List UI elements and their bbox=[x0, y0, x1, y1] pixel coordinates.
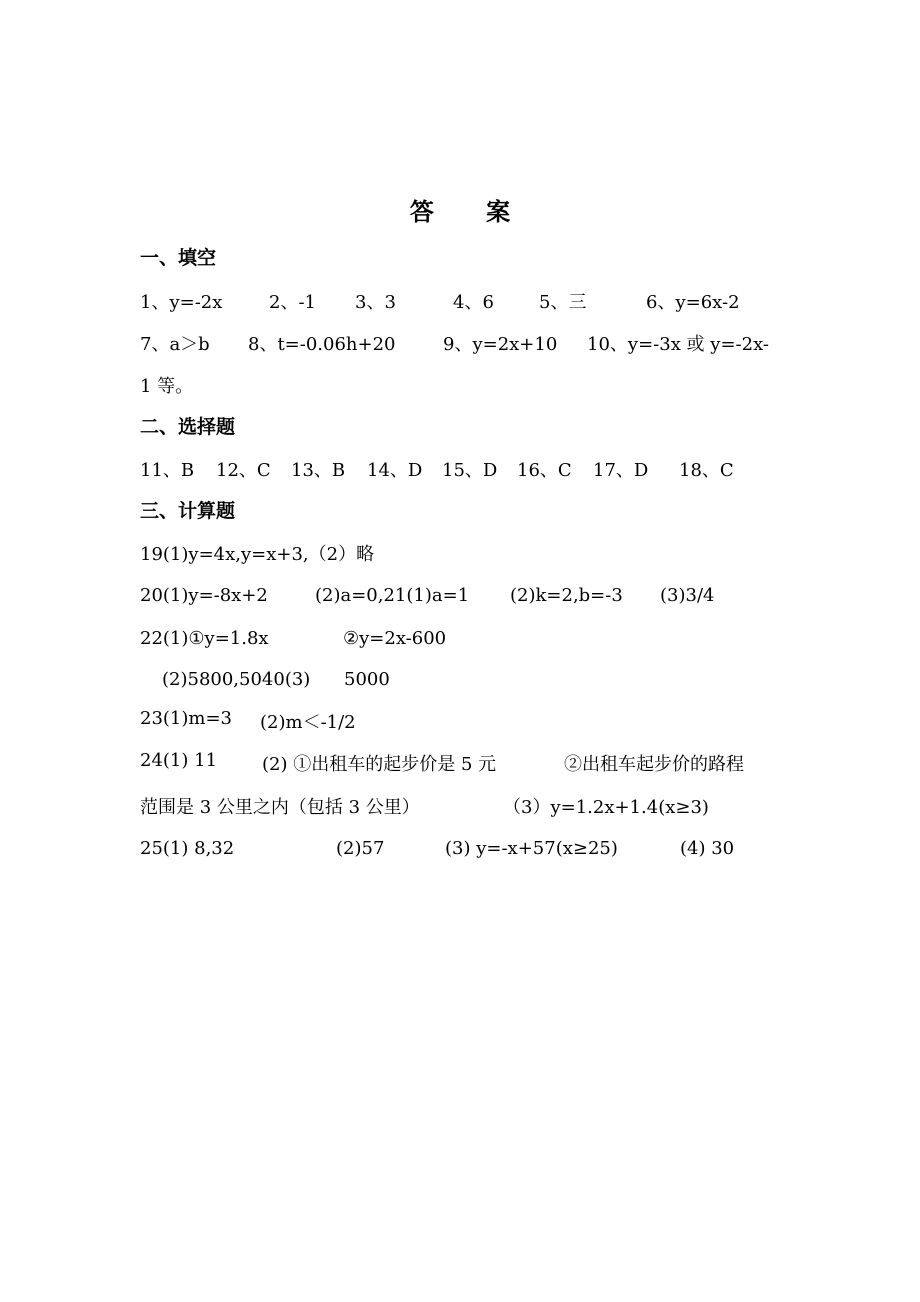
calc-answer-21-part-3: (3)3/4 bbox=[660, 585, 715, 606]
fill-answer-8: 8、t=-0.06h+20 bbox=[248, 334, 396, 355]
calc-answer-22-part-1: 22(1)①y=1.8x bbox=[140, 628, 269, 649]
calc-answer-24-part-4: 范围是 3 公里之内（包括 3 公里） bbox=[140, 797, 420, 818]
fill-answer-10: 10、y=-3x 或 y=-2x- bbox=[587, 334, 769, 355]
fill-answer-5: 5、三 bbox=[539, 292, 587, 313]
calc-answer-24-part-3: ②出租车起步价的路程 bbox=[564, 754, 744, 775]
calc-answer-20-part-1: 20(1)y=-8x+2 bbox=[140, 585, 268, 606]
fill-answer-3: 3、3 bbox=[355, 292, 396, 313]
choice-answer-17: 17、D bbox=[593, 460, 649, 481]
choice-answer-15: 15、D bbox=[442, 460, 498, 481]
calc-answer-24-part-5: （3）y=1.2x+1.4(x≥3) bbox=[503, 797, 709, 818]
calc-answer-19: 19(1)y=4x,y=x+3,（2）略 bbox=[140, 544, 375, 565]
fill-answer-1: 1、y=-2x bbox=[140, 292, 223, 313]
calc-answer-23-part-1: 23(1)m=3 bbox=[140, 708, 233, 729]
fill-answer-2: 2、-1 bbox=[269, 292, 316, 313]
fill-answer-4: 4、6 bbox=[453, 292, 494, 313]
fill-answer-7: 7、a＞b bbox=[140, 334, 210, 355]
calc-answer-23-part-2: (2)m＜-1/2 bbox=[260, 712, 356, 733]
calc-answer-22-part-2: ②y=2x-600 bbox=[343, 628, 447, 649]
page-title: 答 案 bbox=[409, 198, 533, 226]
calc-answer-25-part-2: (2)57 bbox=[336, 838, 385, 859]
choice-answer-13: 13、B bbox=[291, 460, 346, 481]
calc-answer-24-part-1: 24(1) 11 bbox=[140, 750, 218, 771]
fill-answers-row-3: 1 等。 bbox=[140, 376, 194, 397]
calc-answer-25-part-3: (3) y=-x+57(x≥25) bbox=[445, 838, 618, 859]
section-heading-fill: 一、填空 bbox=[140, 247, 217, 269]
section-heading-choice: 二、选择题 bbox=[140, 416, 236, 438]
calc-answer-24-part-2: (2) ①出租车的起步价是 5 元 bbox=[262, 754, 497, 775]
calc-answer-25-part-1: 25(1) 8,32 bbox=[140, 838, 235, 859]
calc-answer-22-part-3: (2)5800,5040(3) bbox=[162, 669, 311, 690]
choice-answer-16: 16、C bbox=[517, 460, 572, 481]
section-heading-calc: 三、计算题 bbox=[140, 500, 236, 522]
fill-answer-6: 6、y=6x-2 bbox=[646, 292, 740, 313]
choice-answer-14: 14、D bbox=[367, 460, 423, 481]
calc-answer-22-part-4: 5000 bbox=[344, 669, 390, 690]
choice-answer-11: 11、B bbox=[140, 460, 195, 481]
choice-answer-18: 18、C bbox=[679, 460, 734, 481]
calc-answer-20-part-2: (2)a=0,21(1)a=1 bbox=[315, 585, 470, 606]
fill-answer-9: 9、y=2x+10 bbox=[443, 334, 558, 355]
calc-answer-21-part-2: (2)k=2,b=-3 bbox=[510, 585, 623, 606]
choice-answer-12: 12、C bbox=[216, 460, 271, 481]
calc-answer-25-part-4: (4) 30 bbox=[680, 838, 735, 859]
